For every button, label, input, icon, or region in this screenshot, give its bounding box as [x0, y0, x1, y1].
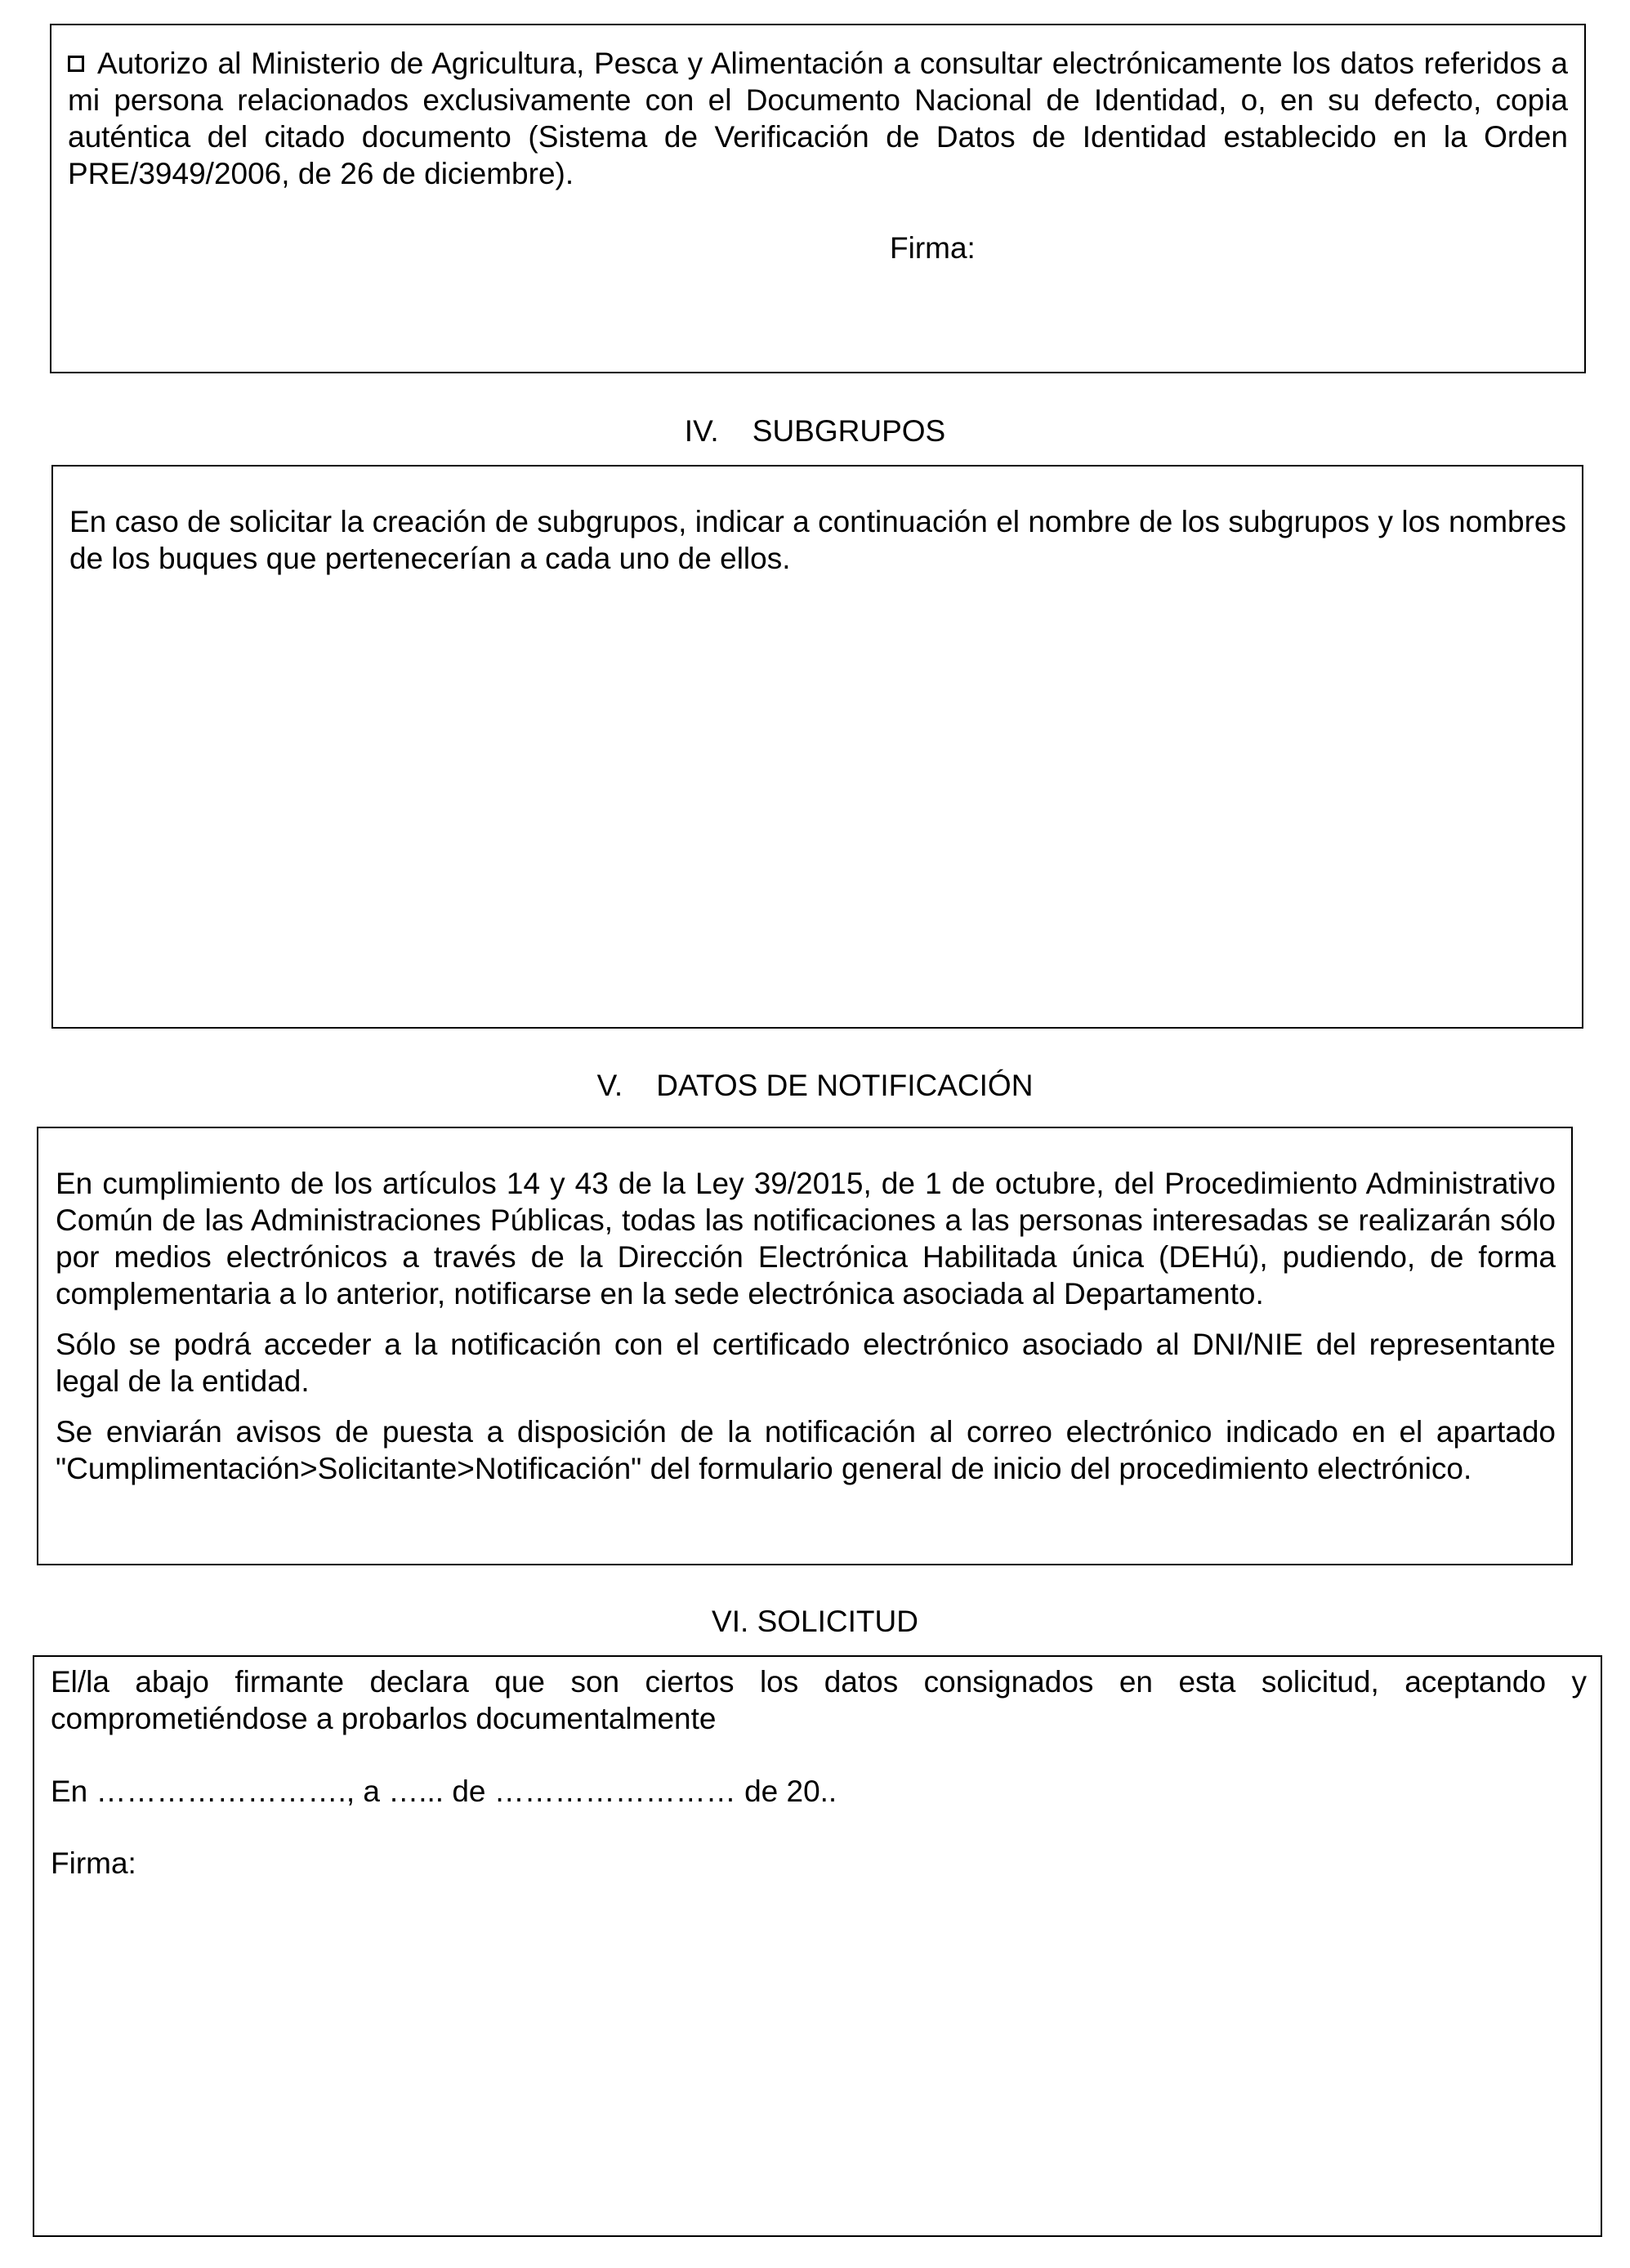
request-box: [33, 1655, 1602, 2237]
section-v-number: V.: [596, 1069, 623, 1102]
subgroups-instructions: En caso de solicitar la creación de subgrupos, indicar a continuación el nombre de los subgrupos y los nombres de los buques que pertenecerían a cada uno de ellos.: [69, 505, 1566, 575]
notification-box: [37, 1127, 1573, 1565]
authorization-text: Autorizo al Ministerio de Agricultura, Pesca y Alimentación a consultar electrónicamente los datos referidos a mi persona relacionados exclusivamente con el Documento Nacional de Identidad, o, en su defecto, copia auténtica del citado documento (Sistema de Verificación de Datos de Identidad establecido en la Orden PRE/3949/2006, de 26 de diciembre).: [68, 47, 1568, 190]
section-iv-title: SUBGRUPOS: [752, 414, 946, 448]
section-iv-number: IV.: [684, 414, 719, 448]
section-iv-heading: [0, 413, 1630, 449]
request-declaration: El/la abajo firmante declara que son ciertos los datos consignados en esta solicitud, aceptando y comprometiéndose a probarlos documentalmente: [51, 1665, 1587, 1735]
request-place-date[interactable]: En ……………………., a …... de …………………… de 20..: [51, 1775, 837, 1808]
notification-paragraph-3: Se enviarán avisos de puesta a disposición de la notificación al correo electrónico indicado en el apartado "Cumplimentación>Solicitante>Notificación" del formulario general de inicio del procedimiento electrónico.: [56, 1415, 1556, 1485]
authorization-box: [50, 24, 1586, 373]
section-v-heading: [0, 1067, 1630, 1104]
section-v-title: DATOS DE NOTIFICACIÓN: [656, 1069, 1034, 1102]
notification-paragraph-1: En cumplimiento de los artículos 14 y 43 de la Ley 39/2015, de 1 de octubre, del Procedimiento Administrativo Común de las Administraciones Públicas, todas las notificaciones a las personas interesadas se realizarán sólo por medios electrónicos a través de la Dirección Electrónica Habilitada única (DEHú), pudiendo, de forma complementaria a lo anterior, notificarse en la sede electrónica asociada al Departamento.: [56, 1167, 1556, 1310]
request-signature-label: Firma:: [51, 1846, 136, 1880]
authorization-checkbox[interactable]: [68, 56, 84, 72]
notification-text: [56, 1165, 1556, 1487]
authorization-signature-label: Firma:: [890, 231, 976, 265]
subgroups-box[interactable]: [51, 465, 1583, 1029]
authorization-text-block: [68, 45, 1568, 192]
notification-paragraph-2: Sólo se podrá acceder a la notificación con el certificado electrónico asociado al DNI/NIE del representante legal de la entidad.: [56, 1328, 1556, 1398]
section-vi-heading: VI. SOLICITUD: [712, 1605, 918, 1638]
